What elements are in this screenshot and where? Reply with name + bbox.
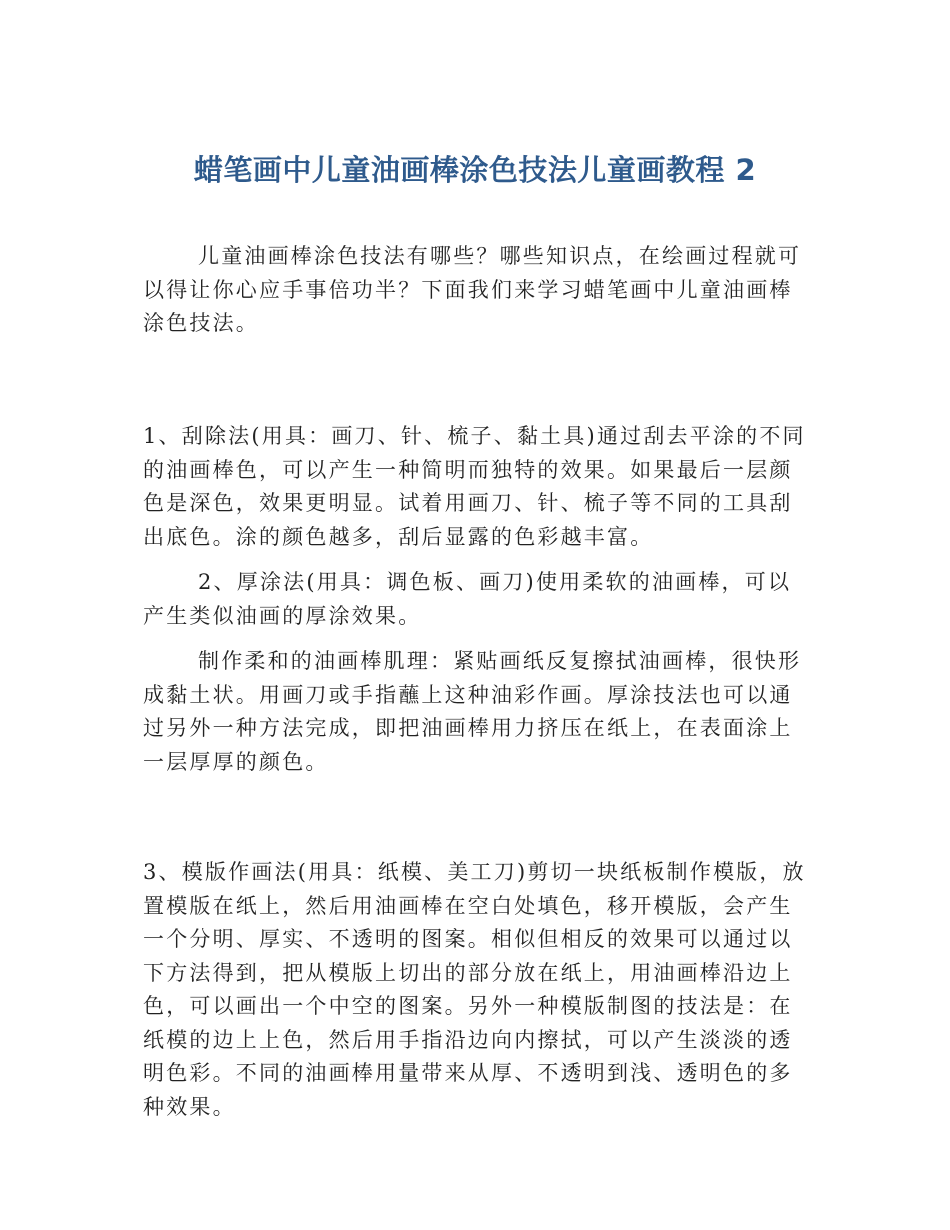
stencil-method-paragraph: 3、模版作画法(用具：纸模、美工刀)剪切一块纸板制作模版，放置模版在纸上，然后用油画棒在空白处填色，移开模版，会产生一个分明、厚实、不透明的图案。相似但相反的效果可以通过以下方法得到，把从模版上切出的部分放在纸上，用油画棒沿边上色，可以画出一个中空的图案。另外一种模版制图的技法是：在纸模的边上上色，然后用手指沿边向内擦拭，可以产生淡淡的透明色彩。不同的油画棒用量带来从厚、不透明到浅、透明色的多种效果。: [143, 860, 806, 1119]
intro-paragraph: 儿童油画棒涂色技法有哪些？哪些知识点，在绘画过程就可以得让你心应手事倍功半？下面我们来学习蜡笔画中儿童油画棒涂色技法。: [143, 244, 802, 335]
document-title: 蜡笔画中儿童油画棒涂色技法儿童画教程 2: [193, 153, 757, 187]
texture-paragraph: 制作柔和的油画棒肌理：紧贴画纸反复擦拭油画棒，很快形成黏土状。用画刀或手指蘸上这种油彩作画。厚涂技法也可以通过另外一种方法完成，即把油画棒用力挤压在纸上，在表面涂上一层厚厚的颜色。: [143, 649, 802, 774]
impasto-method-paragraph: 2、厚涂法(用具：调色板、画刀)使用柔软的油画棒，可以产生类似油画的厚涂效果。: [143, 570, 792, 628]
scraping-method-paragraph: 1、刮除法(用具：画刀、针、梳子、黏土具)通过刮去平涂的不同的油画棒色，可以产生一种简明而独特的效果。如果最后一层颜色是深色，效果更明显。试着用画刀、针、梳子等不同的工具刮出底色。涂的颜色越多，刮后显露的色彩越丰富。: [143, 424, 806, 549]
